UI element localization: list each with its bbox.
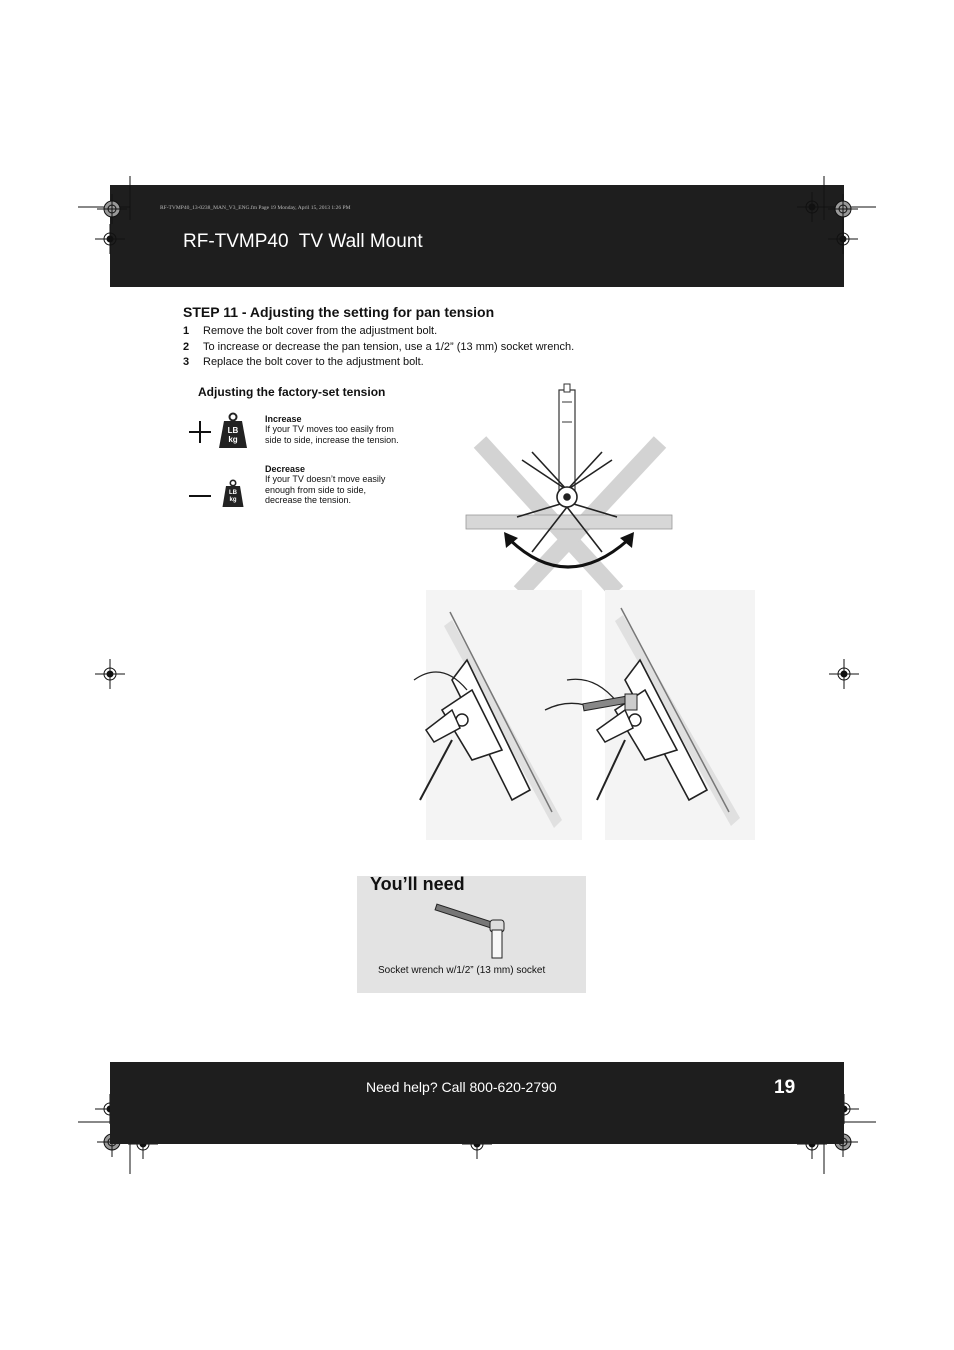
weight-unit-kg: kg xyxy=(229,497,237,503)
pan-illustration xyxy=(462,382,682,602)
weight-icon xyxy=(222,480,244,508)
step-text: Remove the bolt cover from the adjustment bolt. xyxy=(203,325,438,337)
footer-band xyxy=(110,1062,844,1144)
registration-mark-icon xyxy=(797,192,827,222)
tension-heading: Adjusting the factory-set tension xyxy=(198,385,386,399)
increase-desc-line: side to side, increase the tension. xyxy=(265,434,399,445)
page-title: RF-TVMP40 TV Wall Mount xyxy=(183,231,423,252)
socket-wrench-icon xyxy=(436,902,516,960)
step-item xyxy=(183,356,424,368)
step-text: To increase or decrease the pan tension, use a 1/2” (13 mm) socket wrench. xyxy=(203,341,575,353)
decrease-desc-line: decrease the tension. xyxy=(265,495,352,505)
decrease-desc-line: enough from side to side, xyxy=(265,484,367,495)
registration-mark-icon xyxy=(95,224,125,254)
weight-unit-lb: LB xyxy=(229,490,237,496)
mount-wrench-illustration xyxy=(545,590,755,840)
step-heading: STEP 11 - Adjusting the setting for pan tension xyxy=(183,304,495,320)
increase-block xyxy=(265,414,425,445)
increase-title: Increase xyxy=(265,414,302,424)
tool-caption: Socket wrench w/1/2” (13 mm) socket xyxy=(378,965,546,976)
weight-unit-lb: LB xyxy=(227,426,239,435)
registration-mark-icon xyxy=(828,194,858,224)
weight-unit-kg: kg xyxy=(228,435,238,444)
step-number: 3 xyxy=(183,356,190,368)
step-number: 1 xyxy=(183,325,190,337)
print-slug: RF-TVMP40_13-0238_MAN_V3_ENG.fm Page 19 Monday, April 15, 2013 1:26 PM xyxy=(160,205,351,211)
decrease-desc-line: If your TV doesn’t move easily xyxy=(265,474,386,484)
help-text: Need help? Call 800-620-2790 xyxy=(366,1079,557,1095)
plus-icon xyxy=(188,420,212,444)
step-number: 2 xyxy=(183,341,190,353)
registration-mark-icon xyxy=(828,224,858,254)
registration-mark-icon xyxy=(95,659,125,689)
decrease-block xyxy=(265,464,425,506)
weight-icon xyxy=(218,413,248,449)
registration-mark-icon xyxy=(97,194,127,224)
page-number: 19 xyxy=(774,1077,796,1098)
you-need-title: You’ll need xyxy=(370,874,465,894)
minus-icon xyxy=(188,493,212,499)
decrease-title: Decrease xyxy=(265,464,306,474)
step-text: Replace the bolt cover to the adjustment bolt. xyxy=(203,356,424,368)
step-item xyxy=(183,341,574,353)
registration-mark-icon xyxy=(829,659,859,689)
increase-desc-line: If your TV moves too easily from xyxy=(265,424,394,434)
step-item xyxy=(183,325,437,337)
